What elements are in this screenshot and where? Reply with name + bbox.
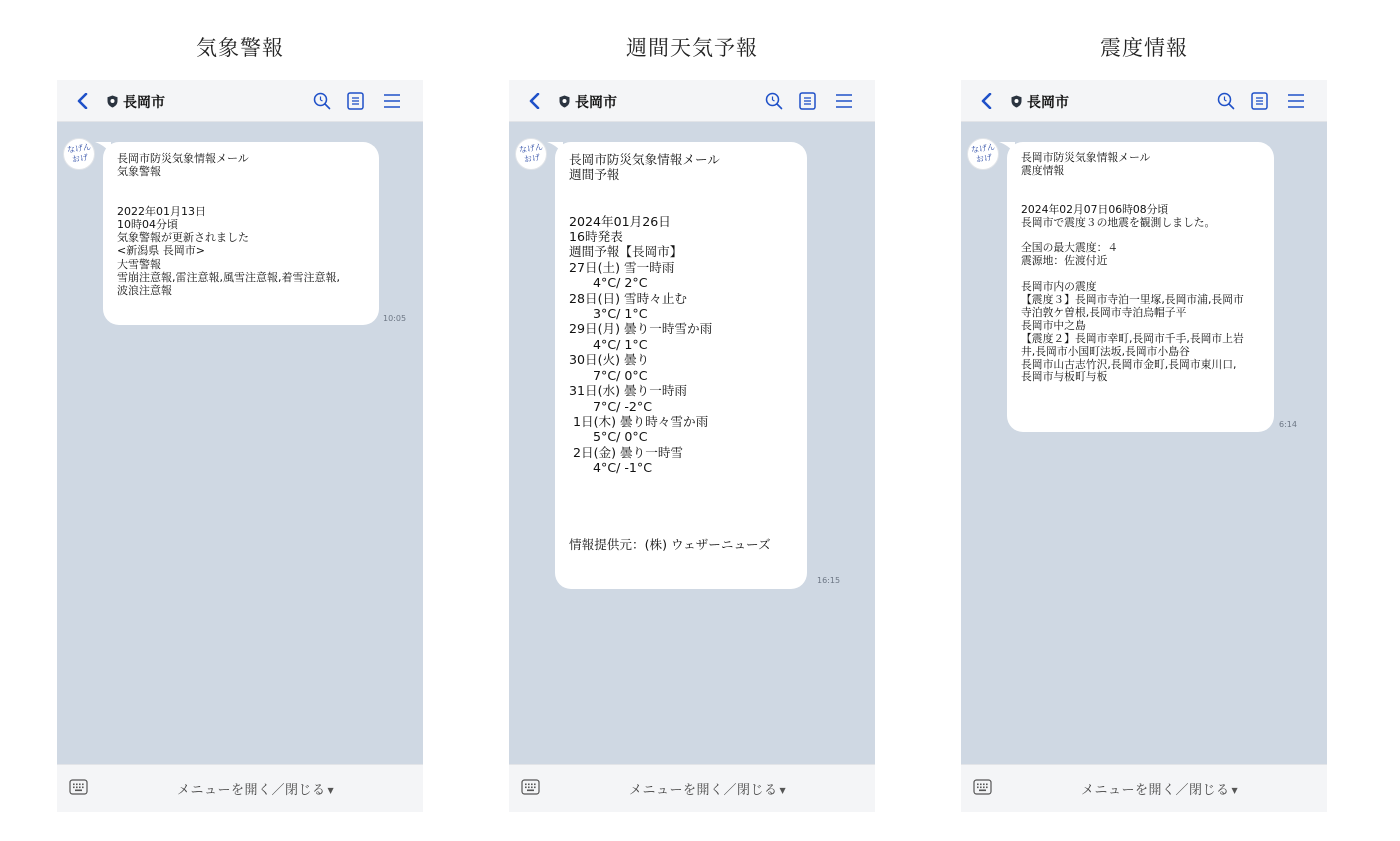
search-icon[interactable] [765,92,783,110]
chat-header [961,80,1327,122]
message-time: 10:05 [383,314,407,323]
avatar-text-top: なげん [970,142,996,155]
message-bubble[interactable]: 長岡市防災気象情報メール 週間予報 2024年01月26日 16時発表 週間予報【長岡市】 27日(土) 雪一時雨 4°C/ 2°C 28日(日) 雪時々止む 3°C/ 1°C 29日(月) 曇り一時雪か雨 4°C/ 1°C 30日(火) 曇り 7°C/ 0°C 31日(水) 曇り一時雨 7°C/ -2°C 1日(木) 曇り時々雪か雨 5°C/ 0°C 2日(金) 曇り一時雪 4°C/ -1°C 情報提供元：(株) ウェザーニューズ [555,142,807,589]
message-bubble[interactable]: 長岡市防災気象情報メール 震度情報 2024年02月07日06時08分頃 長岡市で震度３の地震を観測しました。 全国の最大震度：４ 震源地：佐渡付近 長岡市内の震度 【震度３】長岡市寺泊一里塚,長岡市浦,長岡市 寺泊敦ケ曽根,長岡市寺泊烏帽子平 長岡市中之島 【震度２】長岡市幸町,長岡市千手,長岡市上岩 井,長岡市小国町法坂,長岡市小島谷 長岡市山古志竹沢,長岡市金町,長岡市東川口, 長岡市与板町与板 [1007,142,1274,432]
message-time: 6:14 [1279,420,1297,429]
menu-toggle-button[interactable] [629,779,786,798]
panel-weekly-forecast [509,0,875,841]
keyboard-icon[interactable] [521,779,540,795]
chat-screen [57,80,423,812]
avatar[interactable] [515,138,547,170]
notes-icon[interactable] [799,92,816,110]
panel-title: 週間天気予報 [626,36,758,60]
message-bubble[interactable]: 長岡市防災気象情報メール 気象警報 2022年01月13日 10時04分頃 気象警報が更新されました <新潟県 長岡市> 大雪警報 雪崩注意報,雷注意報,風雪注意報,着雪注意報, 波浪注意報 [103,142,379,325]
menu-icon[interactable] [835,93,853,109]
menu-toggle-label: メニューを開く／閉じる [177,783,326,798]
chat-header [57,80,423,122]
chat-name: 長岡市 [575,95,617,111]
avatar-text-bottom: おげ [975,152,993,165]
menu-toggle-button[interactable] [177,779,334,798]
back-icon[interactable] [981,93,993,109]
menu-toggle-label: メニューを開く／閉じる [1081,783,1230,798]
caret-down-icon: ▼ [327,786,335,795]
keyboard-icon[interactable] [973,779,992,795]
menu-toggle-label: メニューを開く／閉じる [629,783,778,798]
notes-icon[interactable] [347,92,364,110]
caret-down-icon: ▼ [1231,786,1239,795]
notes-icon[interactable] [1251,92,1268,110]
caret-down-icon: ▼ [779,786,787,795]
panel-title: 気象警報 [196,36,284,60]
avatar-text-top: なげん [66,142,92,155]
back-icon[interactable] [529,93,541,109]
shield-icon [107,95,118,108]
keyboard-icon[interactable] [69,779,88,795]
menu-icon[interactable] [383,93,401,109]
search-icon[interactable] [1217,92,1235,110]
avatar[interactable] [63,138,95,170]
shield-icon [559,95,570,108]
chat-name: 長岡市 [1027,95,1069,111]
avatar[interactable] [967,138,999,170]
chat-footer [961,764,1327,812]
chat-footer [509,764,875,812]
message-time: 16:15 [817,576,841,585]
panel-seismic-info [961,0,1327,841]
panel-title: 震度情報 [1100,36,1188,60]
panel-weather-warning [57,0,423,841]
chat-footer [57,764,423,812]
chat-header [509,80,875,122]
back-icon[interactable] [77,93,89,109]
chat-name: 長岡市 [123,95,165,111]
menu-icon[interactable] [1287,93,1305,109]
avatar-text-top: なげん [518,142,544,155]
shield-icon [1011,95,1022,108]
chat-screen [509,80,875,812]
chat-screen [961,80,1327,812]
menu-toggle-button[interactable] [1081,779,1238,798]
avatar-text-bottom: おげ [523,152,541,165]
search-icon[interactable] [313,92,331,110]
avatar-text-bottom: おげ [71,152,89,165]
